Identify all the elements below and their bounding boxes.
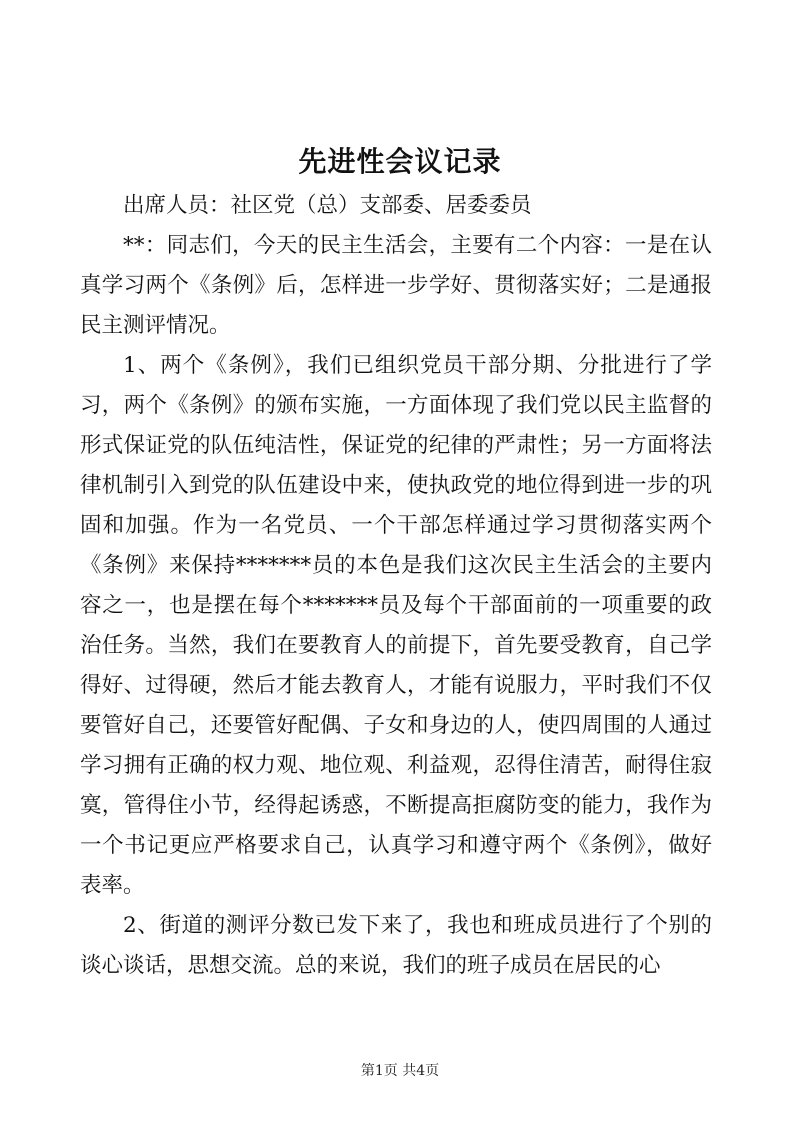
opening-paragraph: **：同志们，今天的民主生活会，主要有二个内容：一是在认真学习两个《条例》后，怎样进一步学好、贯彻落实好；二是通报民主测评情况。 [80, 233, 712, 338]
document-body [80, 186, 712, 986]
section-1-paragraph: 1、两个《条例》，我们已组织党员干部分期、分批进行了学习，两个《条例》的颁布实施，一方面体现了我们党以民主监督的形式保证党的队伍纯洁性，保证党的纪律的严肃性；另一方面将法律机制引入到党的队伍建设中来，使执政党的地位得到进一步的巩固和加强。作为一名党员、一个干部怎样通过学习贯彻落实两个《条例》来保持*******员的本色是我们这次民主生活会的主要内容之一，也是摆在每个*******员及每个干部面前的一项重要的政治任务。当然，我们在要教育人的前提下，首先要受教育，自己学得好、过得硬，然后才能去教育人，才能有说服力，平时我们不仅要管好自己，还要管好配偶、子女和身边的人，使四周围的人通过学习拥有正确的权力观、地位观、利益观，忍得住清苦，耐得住寂寞，管得住小节，经得起诱惑，不断提高拒腐防变的能力，我作为一个书记更应严格要求自己，认真学习和遵守两个《条例》，做好表率。 [80, 353, 712, 898]
page-number-footer: 第1页 共4页 [360, 1063, 440, 1079]
document-title: 先进性会议记录 [298, 145, 502, 178]
attendees-paragraph: 出席人员：社区党（总）支部委、居委委员 [123, 193, 532, 218]
section-2-paragraph: 2、街道的测评分数已发下来了，我也和班成员进行了个别的谈心谈话，思想交流。总的来说，我们的班子成员在居民的心 [80, 913, 712, 978]
